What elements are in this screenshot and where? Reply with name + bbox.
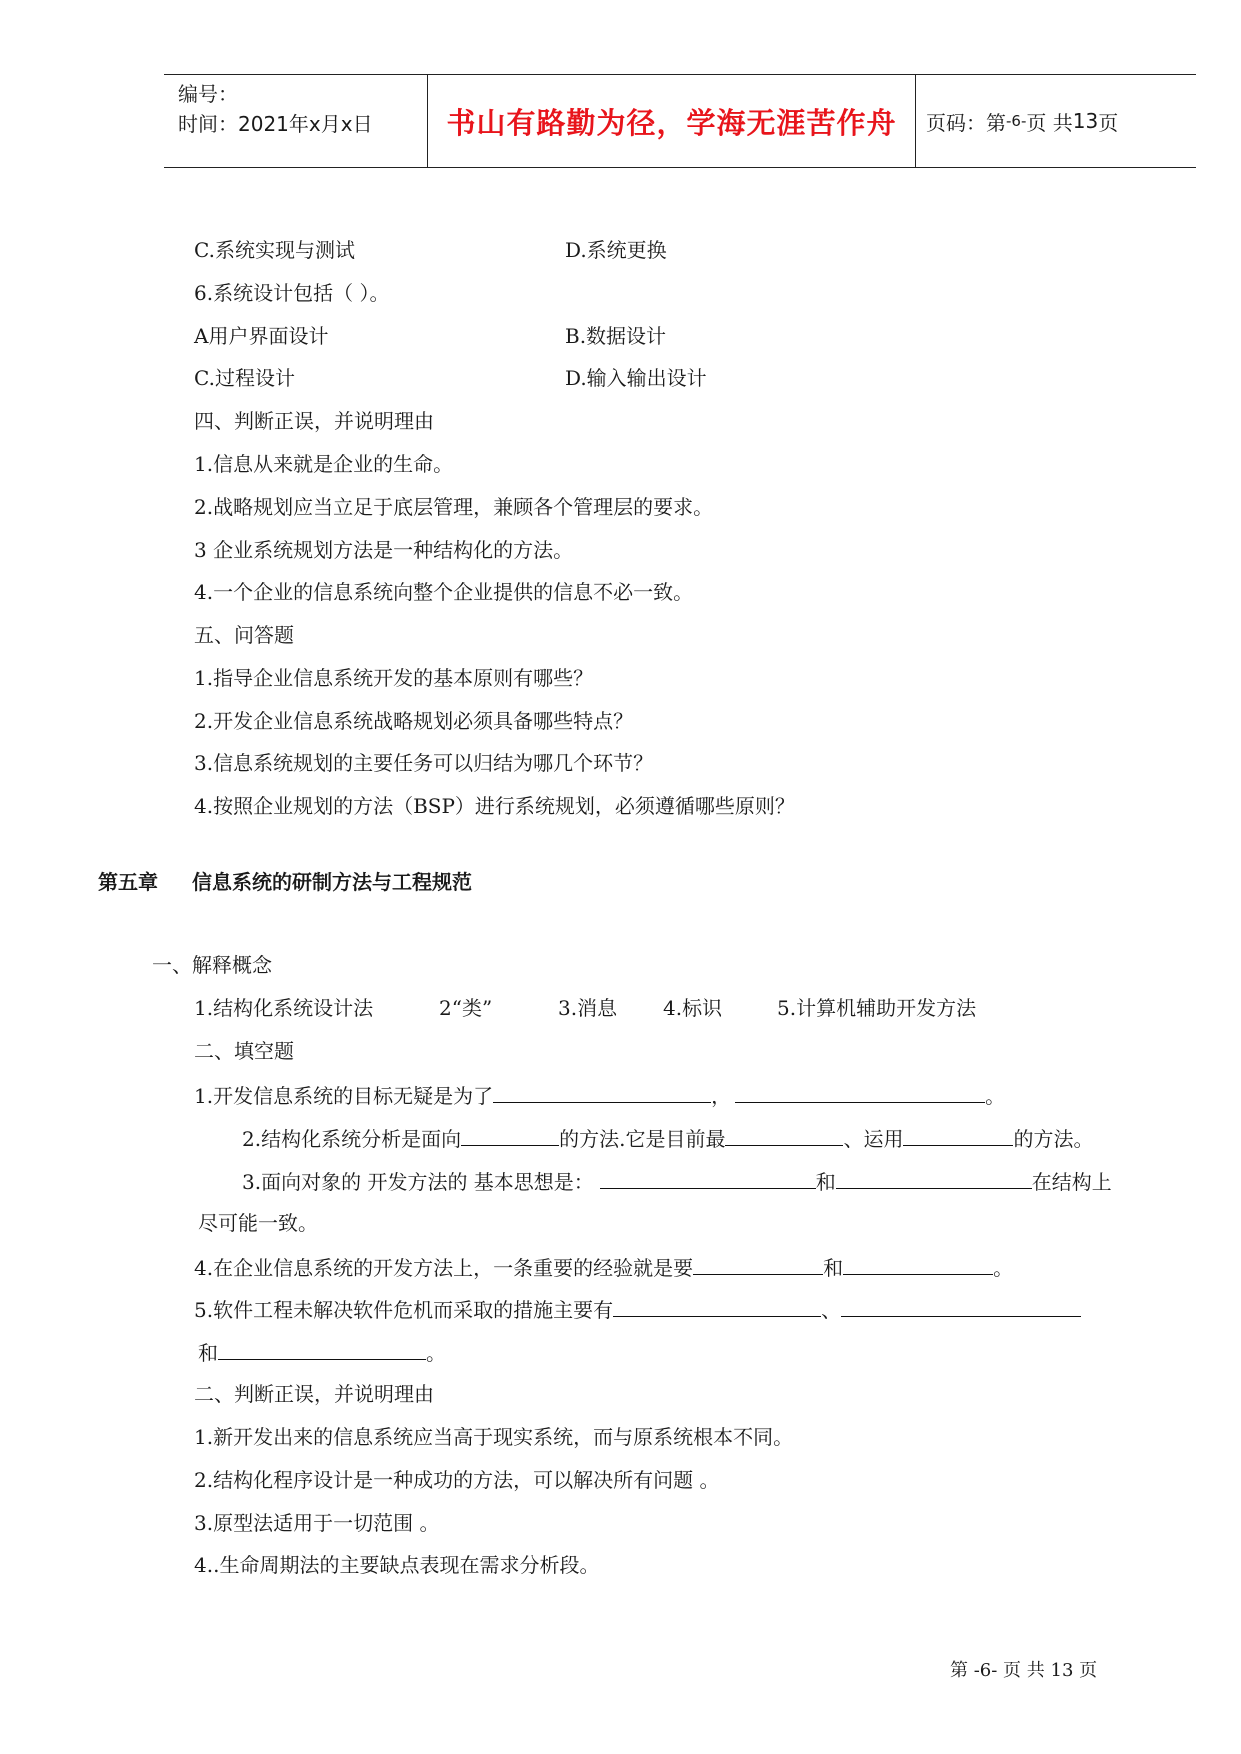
question-text: 、运用 xyxy=(843,1127,904,1151)
page-number: -6- xyxy=(1006,112,1027,130)
question-text: 的方法。 xyxy=(1013,1127,1094,1151)
fill-question-1 xyxy=(194,1080,1005,1110)
list-item: 4.一个企业的信息系统向整个企业提供的信息不必一致。 xyxy=(194,580,694,604)
list-item: 1.新开发出来的信息系统应当高于现实系统，而与原系统根本不同。 xyxy=(194,1425,794,1449)
option-b-data: B.数据设计 xyxy=(565,324,667,348)
doc-time-label: 时间：2021年x月x日 xyxy=(178,112,373,136)
list-item: 2.结构化程序设计是一种成功的方法，可以解决所有问题 。 xyxy=(194,1468,720,1492)
question-text: 1.开发信息系统的目标无疑是为了 xyxy=(194,1084,494,1108)
doc-number-label: 编号： xyxy=(178,82,238,106)
question-text: 5.软件工程未解决软件危机而采取的措施主要有 xyxy=(194,1298,614,1322)
list-item: 3.信息系统规划的主要任务可以归结为哪几个环节？ xyxy=(194,751,654,775)
header-motto: 书山有路勤为径，学海无涯苦作舟 xyxy=(446,105,897,140)
page-mid: 页 共 xyxy=(1026,110,1073,135)
separator: 、 xyxy=(821,1298,842,1322)
page-suffix: 页 xyxy=(1098,110,1119,135)
header-meta xyxy=(164,75,427,167)
fill-question-3 xyxy=(242,1166,1112,1196)
question-text: 和 xyxy=(815,1170,836,1194)
fill-question-2 xyxy=(242,1123,1093,1153)
page-prefix: 页码：第 xyxy=(926,110,1006,135)
answer-blank xyxy=(843,1252,993,1275)
chapter-heading xyxy=(98,866,472,895)
option-row xyxy=(194,364,994,392)
section-heading: 四、判断正误，并说明理由 xyxy=(194,409,434,433)
section-heading: 一、解释概念 xyxy=(152,953,272,977)
answer-blank xyxy=(218,1337,426,1360)
answer-blank xyxy=(725,1123,843,1146)
question-6: 6.系统设计包括（ ）。 xyxy=(194,281,390,305)
list-item: 2.战略规划应当立足于底层管理，兼顾各个管理层的要求。 xyxy=(194,495,714,519)
chapter-title: 信息系统的研制方法与工程规范 xyxy=(192,870,472,894)
question-text: 3.面向对象的 开发方法的 基本思想是： xyxy=(242,1170,594,1194)
option-c-proc: C.过程设计 xyxy=(194,366,295,390)
fill-question-5-cont xyxy=(198,1337,446,1367)
list-item: 2.开发企业信息系统战略规划必须具备哪些特点？ xyxy=(194,709,634,733)
section-heading: 二、判断正误，并说明理由 xyxy=(194,1382,434,1406)
fill-question-5 xyxy=(194,1294,1081,1324)
concept-item: 2“类” xyxy=(439,996,493,1020)
separator: ， xyxy=(711,1084,732,1108)
answer-blank xyxy=(841,1294,1081,1317)
option-a-ui: A用户界面设计 xyxy=(194,324,329,348)
concept-item: 3.消息 xyxy=(558,996,618,1020)
header-page-info xyxy=(916,75,1196,167)
list-item: 4..生命周期法的主要缺点表现在需求分析段。 xyxy=(194,1553,600,1577)
page-total: 13 xyxy=(1072,109,1099,133)
question-text: 和 xyxy=(823,1256,844,1280)
list-item: 3.原型法适用于一切范围 。 xyxy=(194,1511,440,1535)
answer-blank xyxy=(903,1123,1013,1146)
section-heading: 二、填空题 xyxy=(194,1039,294,1063)
concept-item: 1.结构化系统设计法 xyxy=(194,996,374,1020)
question-text: 和 xyxy=(198,1341,218,1365)
section-heading: 五、问答题 xyxy=(194,623,294,647)
option-row xyxy=(194,322,994,350)
option-c-impl: C.系统实现与测试 xyxy=(194,238,355,262)
concept-item: 4.标识 xyxy=(663,996,723,1020)
question-text: 。 xyxy=(993,1256,1014,1280)
concept-item: 5.计算机辅助开发方法 xyxy=(777,996,977,1020)
header-motto-cell xyxy=(427,75,916,167)
answer-blank xyxy=(613,1294,821,1317)
fill-question-4 xyxy=(194,1252,1013,1282)
list-item: 3 企业系统规划方法是一种结构化的方法。 xyxy=(194,538,574,562)
option-d-replace: D.系统更换 xyxy=(565,238,667,262)
question-text: 在结构上 xyxy=(1031,1170,1112,1194)
list-item: 1.信息从来就是企业的生命。 xyxy=(194,452,454,476)
list-item: 1.指导企业信息系统开发的基本原则有哪些？ xyxy=(194,666,594,690)
answer-blank xyxy=(836,1166,1032,1189)
option-row xyxy=(194,236,994,264)
option-d-io: D.输入输出设计 xyxy=(565,366,707,390)
question-text: 2.结构化系统分析是面向 xyxy=(242,1127,462,1151)
answer-blank xyxy=(493,1080,711,1103)
fill-question-3-cont: 尽可能一致。 xyxy=(198,1211,318,1235)
page-header xyxy=(164,74,1196,168)
separator: 。 xyxy=(985,1084,1006,1108)
question-text: 4.在企业信息系统的开发方法上，一条重要的经验就是要 xyxy=(194,1256,694,1280)
answer-blank xyxy=(735,1080,985,1103)
answer-blank xyxy=(461,1123,559,1146)
question-text: 的方法.它是目前最 xyxy=(559,1127,726,1151)
list-item: 4.按照企业规划的方法（BSP）进行系统规划，必须遵循哪些原则？ xyxy=(194,794,795,818)
answer-blank xyxy=(600,1166,816,1189)
separator: 。 xyxy=(426,1341,446,1365)
page-footer: 第 -6- 页 共 13 页 xyxy=(950,1660,1098,1681)
chapter-number: 第五章 xyxy=(98,870,158,894)
answer-blank xyxy=(693,1252,823,1275)
